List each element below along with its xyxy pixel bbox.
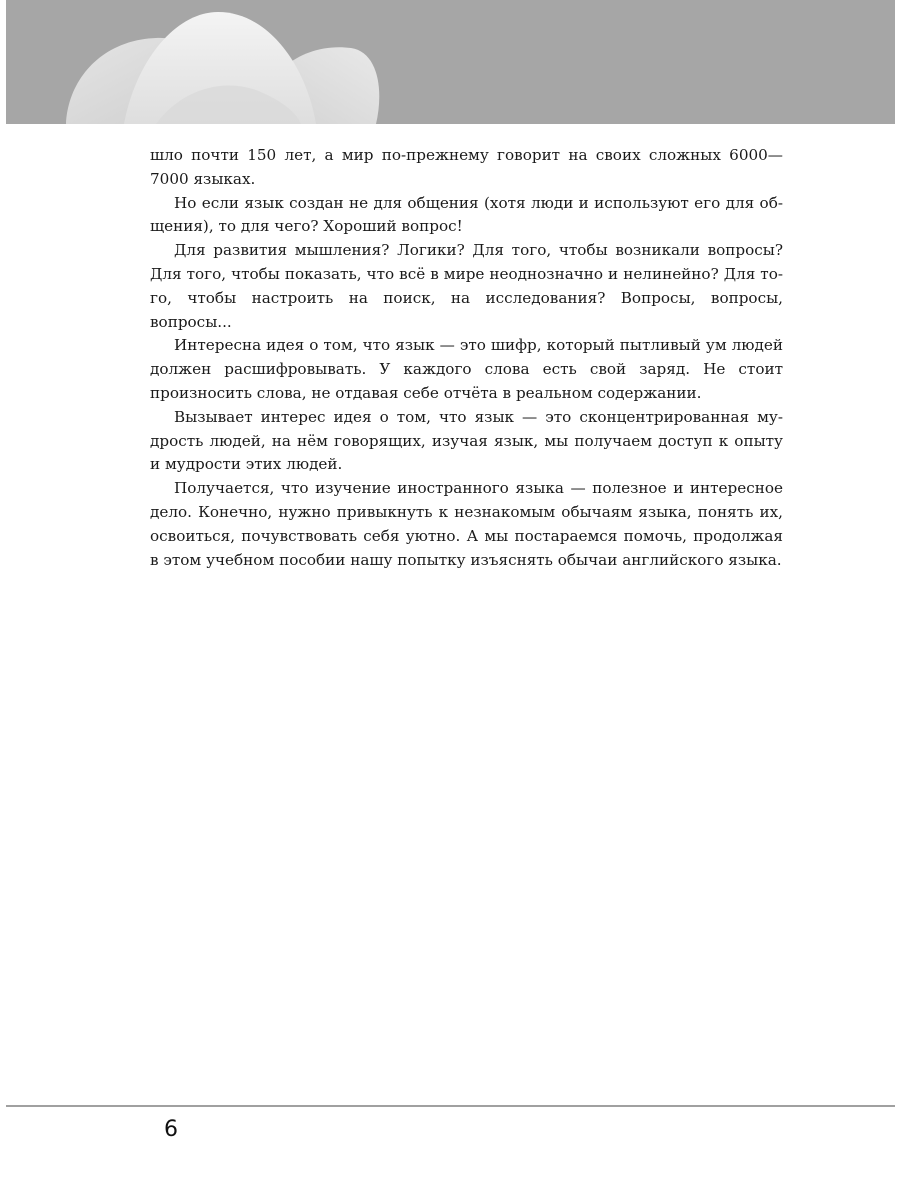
- header-decorative-band: [6, 0, 895, 124]
- paragraph-2: Но если язык создан не для общения (хотя люди и используют его для общения), то для чего? Хороший вопрос!: [150, 193, 783, 236]
- paragraph-1: шло почти 150 лет, а мир по-прежнему говорит на своих сложных 6000—7000 языках.: [150, 146, 783, 188]
- paragraph-6: Получается, что изучение иностранного языка — полезное и интересное дело. Конечно, нужно привыкнуть к незнакомым обычаям языка, понять их, освоиться, почувствовать себя уютно. А мы постараемся помочь, продолжая в этом учебном пособии нашу попытку изъяснять обычаи английского языка.: [150, 479, 783, 569]
- body-text: [150, 144, 783, 572]
- paragraph-3: Для развития мышления? Логики? Для того, чтобы возникали вопросы? Для того, чтобы показать, что всё в мире неоднозначно и нелинейно? Для того, чтобы настроить на поиск, на исследования? Вопросы, вопросы, вопросы...: [150, 241, 783, 331]
- page-number: 6: [164, 1117, 178, 1142]
- footer-divider: [6, 1105, 895, 1107]
- paragraph-4: Интересна идея о том, что язык — это шифр, который пытливый ум людей должен расшифровывать. У каждого слова есть свой заряд. Не стоит произносить слова, не отдавая себе отчёта в реальном содержании.: [150, 336, 783, 402]
- paragraph-5: Вызывает интерес идея о том, что язык — это сконцентрированная мудрость людей, на нём говорящих, изучая язык, мы получаем доступ к опыту и мудрости этих людей.: [150, 407, 783, 474]
- flower-petals-decoration: [6, 0, 895, 124]
